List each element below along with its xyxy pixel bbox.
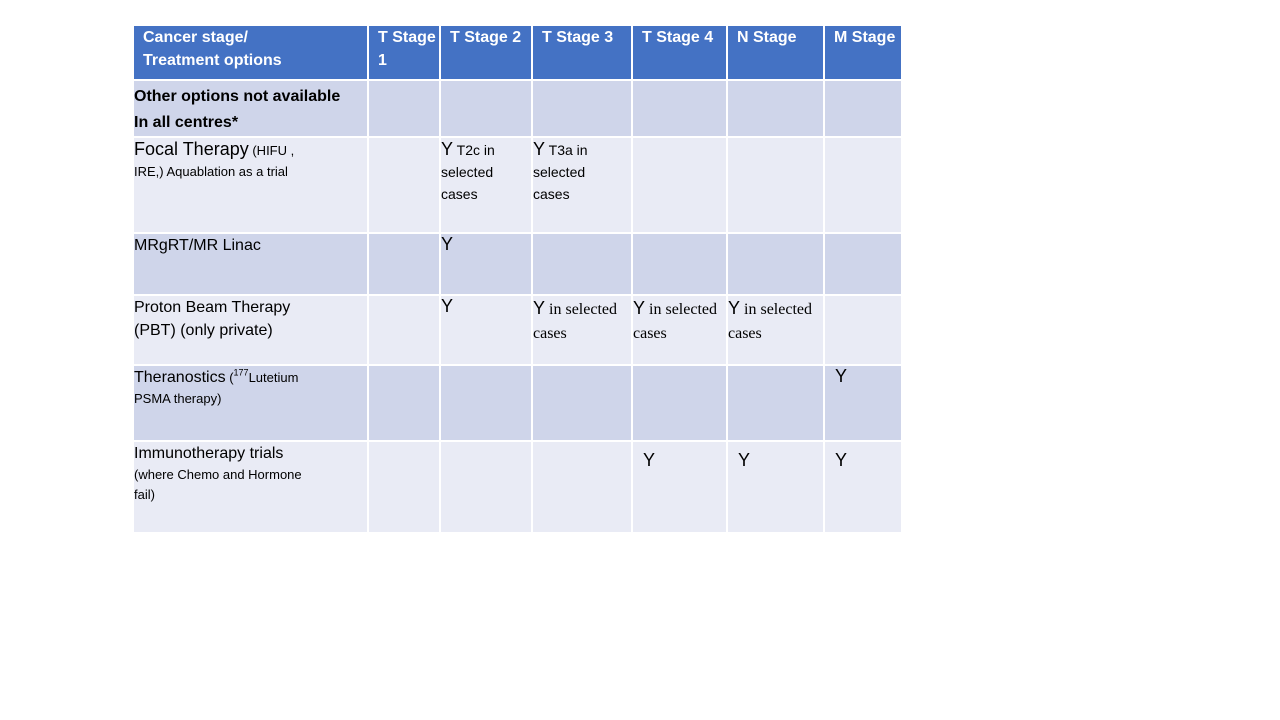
focal-t2-cell: [440, 137, 532, 233]
mrgrt-label: MRgRT/MR Linac: [134, 233, 368, 295]
immunotherapy-detail1: (where Chemo and Hormone: [134, 467, 302, 482]
focal-therapy-detail1: (HIFU ,: [248, 143, 295, 158]
table-cell: [632, 233, 727, 295]
table-cell: [824, 233, 901, 295]
row-mrgrt: [134, 233, 901, 295]
pbt-t4-y: Y: [633, 298, 646, 318]
table-cell: [824, 137, 901, 233]
header-t-stage-1: [368, 26, 440, 80]
header-n-stage: N Stage: [727, 26, 824, 80]
mrgrt-t2-y: Y: [440, 233, 532, 295]
header-m-stage: M Stage: [824, 26, 901, 80]
immunotherapy-label: [134, 441, 368, 533]
table-cell: [368, 233, 440, 295]
subheader-line1: Other options not available: [134, 88, 341, 105]
header-row: [134, 26, 901, 80]
subheader-row: [134, 80, 901, 137]
theranostics-m-y: Y: [824, 365, 901, 441]
pbt-t4-note1: in selected: [645, 301, 717, 318]
table-cell: [632, 80, 727, 137]
theranostics-sup: 177: [233, 367, 249, 378]
table-cell: [368, 441, 440, 533]
table-cell: [368, 137, 440, 233]
focal-therapy-detail2: IRE,) Aquablation as a trial: [134, 164, 288, 179]
table-cell: [727, 233, 824, 295]
theranostics-detail-open: (: [225, 370, 234, 385]
focal-t3-note1: T3a in: [545, 142, 588, 158]
header-first-col-line2: Treatment options: [143, 52, 282, 69]
immuno-n-y: Y: [727, 441, 824, 533]
treatment-options-table: [134, 26, 901, 534]
immunotherapy-title: Immunotherapy trials: [134, 445, 284, 462]
table-cell: [727, 137, 824, 233]
header-t1-line2: 1: [378, 52, 387, 69]
focal-t2-note2: selected: [441, 164, 494, 180]
focal-t3-note3: cases: [533, 186, 570, 202]
table-cell: [727, 80, 824, 137]
pbt-label: [134, 295, 368, 365]
table-cell: [440, 80, 532, 137]
pbt-n-cell: [727, 295, 824, 365]
header-t-stage-2: T Stage 2: [440, 26, 532, 80]
row-immunotherapy: [134, 441, 901, 533]
pbt-n-note2: cases: [728, 325, 762, 342]
focal-t3-note2: selected: [533, 164, 586, 180]
pbt-t3-note1: in selected: [545, 301, 617, 318]
header-treatment-options: [134, 26, 368, 80]
table-cell: [368, 295, 440, 365]
table-cell: [632, 137, 727, 233]
table-cell: [368, 80, 440, 137]
focal-t2-note1: T2c in: [453, 142, 495, 158]
table-cell: [368, 365, 440, 441]
row-theranostics: [134, 365, 901, 441]
table-cell: [824, 80, 901, 137]
pbt-t4-cell: [632, 295, 727, 365]
theranostics-label: [134, 365, 368, 441]
immunotherapy-detail2: fail): [134, 487, 155, 502]
header-first-col-line1: Cancer stage/: [143, 29, 248, 46]
table-cell: [440, 365, 532, 441]
header-t1-line1: T Stage: [378, 29, 436, 46]
focal-therapy-label: [134, 137, 368, 233]
pbt-t2-y: Y: [440, 295, 532, 365]
focal-t2-y: Y: [441, 139, 454, 159]
pbt-t3-note2: cases: [533, 325, 567, 342]
table-cell: [632, 365, 727, 441]
table-cell: [532, 80, 632, 137]
table-cell: [532, 441, 632, 533]
table-cell: [532, 233, 632, 295]
theranostics-title: Theranostics: [134, 369, 226, 386]
focal-therapy-title: Focal Therapy: [134, 139, 249, 159]
pbt-t3-y: Y: [533, 298, 546, 318]
theranostics-detail2: PSMA therapy): [134, 391, 222, 406]
table-cell: [440, 441, 532, 533]
subheader-label: [134, 80, 368, 137]
header-t-stage-3: T Stage 3: [532, 26, 632, 80]
table-cell: [727, 365, 824, 441]
row-focal-therapy: [134, 137, 901, 233]
immuno-m-y: Y: [824, 441, 901, 533]
pbt-n-note1: in selected: [740, 301, 812, 318]
pbt-title-line1: Proton Beam Therapy: [134, 299, 291, 316]
header-t-stage-4: T Stage 4: [632, 26, 727, 80]
focal-t2-note3: cases: [441, 186, 478, 202]
subheader-line2: In all centres*: [134, 114, 239, 131]
pbt-t4-note2: cases: [633, 325, 667, 342]
immuno-t4-y: Y: [632, 441, 727, 533]
table-cell: [532, 365, 632, 441]
focal-t3-cell: [532, 137, 632, 233]
table-cell: [824, 295, 901, 365]
pbt-t3-cell: [532, 295, 632, 365]
theranostics-detail1: Lutetium: [248, 370, 299, 385]
pbt-n-y: Y: [728, 298, 741, 318]
pbt-title-line2: (PBT) (only private): [134, 322, 273, 339]
focal-t3-y: Y: [533, 139, 546, 159]
row-proton-beam-therapy: [134, 295, 901, 365]
